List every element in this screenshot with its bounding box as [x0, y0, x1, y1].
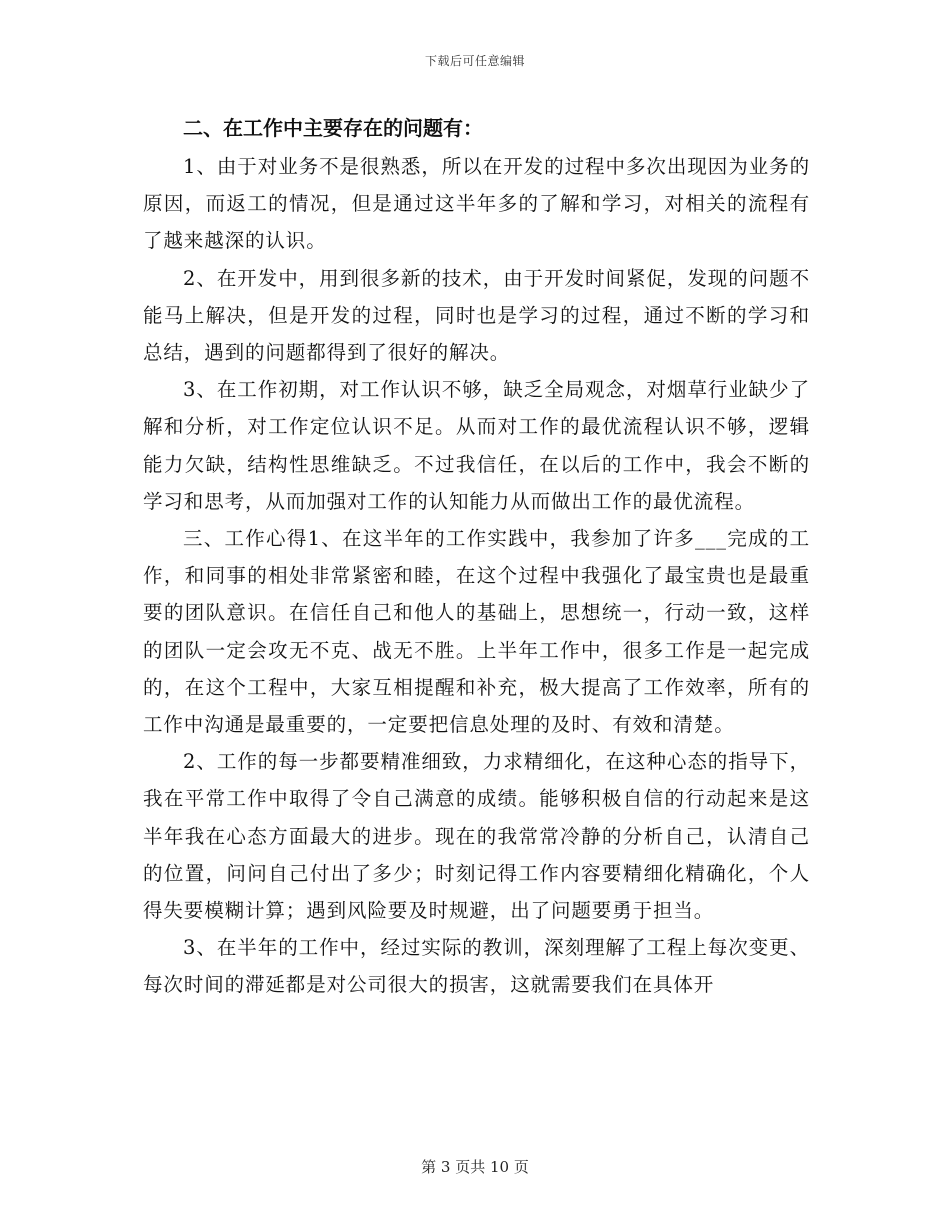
paragraph-4: 三、工作心得1、在这半年的工作实践中，我参加了许多___完成的工作，和同事的相处非常紧密和睦，在这个过程中我强化了最宝贵也是最重要的团队意识。在信任自己和他人的基础上，思想统一，行动一致，这样的团队一定会攻无不克、战无不胜。上半年工作中，很多工作是一起完成的，在这个工程中，大家互相提醒和补充，极大提高了工作效率，所有的工作中沟通是最重要的，一定要把信息处理的及时、有效和清楚。	[143, 527, 810, 737]
page-header: 下载后可任意编辑	[424, 54, 525, 68]
paragraph-2: 2、在开发中，用到很多新的技术，由于开发时间紧促，发现的问题不能马上解决，但是开发的过程，同时也是学习的过程，通过不断的学习和总结，遇到的问题都得到了很好的解决。	[143, 266, 810, 365]
paragraph-5: 2、工作的每一步都要精准细致，力求精细化，在这种心态的指导下，我在平常工作中取得了令自己满意的成绩。能够积极自信的行动起来是这半年我在心态方面最大的进步。现在的我常常冷静的分析自己，认清自己的位置，问问自己付出了多少；时刻记得工作内容要精细化精确化，个人得失要模糊计算；遇到风险要及时规避，出了问题要勇于担当。	[143, 750, 810, 923]
paragraph-3: 3、在工作初期，对工作认识不够，缺乏全局观念，对烟草行业缺少了解和分析，对工作定位认识不足。从而对工作的最优流程认识不够，逻辑能力欠缺，结构性思维缺乏。不过我信任，在以后的工作中，我会不断的学习和思考，从而加强对工作的认知能力从而做出工作的最优流程。	[143, 378, 810, 513]
section-heading: 二、在工作中主要存在的问题有：	[183, 116, 483, 140]
document-body	[143, 108, 810, 1004]
paragraph-1: 1、由于对业务不是很熟悉，所以在开发的过程中多次出现因为业务的原因，而返工的情况，但是通过这半年多的了解和学习，对相关的流程有了越来越深的认识。	[143, 155, 810, 253]
page-number: 第 3 页共 10 页	[421, 1158, 529, 1176]
paragraph-6: 3、在半年的工作中，经过实际的教训，深刻理解了工程上每次变更、每次时间的滞延都是对公司很大的损害，这就需要我们在具体开	[143, 936, 810, 997]
